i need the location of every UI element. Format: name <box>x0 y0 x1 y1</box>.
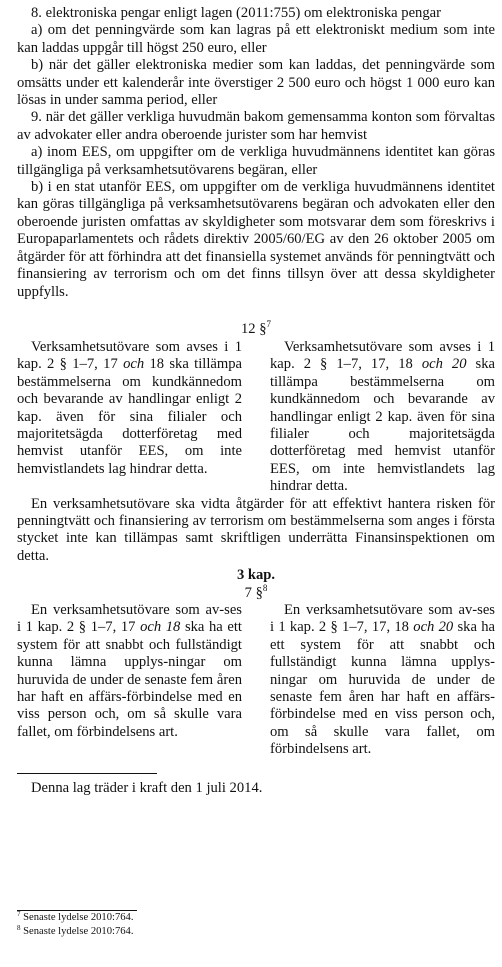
section-7-right-text: En verksamhetsutövare som av-ses i 1 kap. 2 § 1–7, 17, 18 och 20 ska ha ett system för att snabbt och fullständigt kunna lämna upplys-ningar om huruvida de under de senaste fem åren har haft en affärs-förbindelse med en viss person och, om så skulle vara fallet, om förbindelsens art. <box>270 602 495 758</box>
section-12-second-paragraph: En verksamhetsutövare ska vidta åtgärder för att effektivt hantera risken för penningtvätt och finansiering av terrorism om bestämmelserna som anges i första stycket inte kan tillämpas samt skriftligen underrätta Finansinspektionen om detta. <box>17 495 495 564</box>
chapter-3-heading: 3 kap. <box>236 567 276 584</box>
item-8a: a) om det penningvärde som kan lagras på ett elektroniskt medium som inte kan laddas uppgår till högst 250 euro, eller <box>17 22 495 56</box>
section-7-heading <box>17 582 495 602</box>
section-12-heading <box>17 318 495 339</box>
footnote-ref-8: 8 <box>262 582 268 593</box>
section-12-current-wording <box>17 339 242 496</box>
item-8: 8. elektroniska pengar enligt lagen (2011:755) om elektroniska pengar <box>31 5 441 21</box>
section-12-label: 12 § <box>240 320 267 337</box>
section-12-columns <box>17 339 495 496</box>
section-7-columns <box>17 602 495 759</box>
item-8b: b) när det gäller elektroniska medier som kan laddas, det penningvärde som omsätts under ett kalenderår inte överstiger 2 500 euro och högst 1 000 euro kan lösas in under samma period, eller <box>17 57 495 109</box>
item-9b: b) i en stat utanför EES, om uppgifter om de verkliga huvudmännens identitet kan göras tillgängliga på verksamhetsutövarens begäran och advokaten eller den oberoende juristen omfattas av skyldigheter som motsvarar dem som föreskrivs i Europaparlamentets och rådets direktiv 2005/60/EG av den 26 oktober 2005 om åtgärder för att förhindra att det finansiella systemet används för penningtvätt och finansiering av terrorism och om det finns tillsyn över att dessa skyldigheter uppfylls. <box>17 179 495 300</box>
section-12-right-text: Verksamhetsutövare som avses i 1 kap. 2 § 1–7, 17, 18 och 20 ska tillämpa bestämmelserna om kundkännedom och bevarande av handlingar enligt 2 kap. även för sina filialer och majoritetsägda dotterföretag med hemvist utanför EES, om inte hemvistlandets lag hindrar detta. <box>270 338 495 495</box>
footnote-8: $^8$ Senaste lydelse 2010:764. <box>17 923 134 937</box>
section-7-left-text: En verksamhetsutövare som av-ses i 1 kap. 2 § 1–7, 17 och 18 ska ha ett system för att snabbt och fullständigt kunna lämna upplys-ningar om huruvida de under de senaste fem åren har haft en affärs-förbindelse med en viss person och, om så skulle vara fallet, om förbindelsens art. <box>17 602 242 740</box>
section-7-label: 7 § <box>244 584 263 601</box>
item-9: 9. när det gäller verkliga huvudmän bakom gemensamma konton som förvaltas av advokater eller andra oberoende jurister som har hemvist <box>17 109 495 143</box>
footnotes <box>17 910 137 938</box>
section-7-current-wording <box>17 602 242 759</box>
document-page <box>17 5 495 797</box>
footnote-ref-7: 7 <box>266 318 272 329</box>
item-9a: a) inom EES, om uppgifter om de verkliga huvudmännens identitet kan göras tillgängliga på verksamhetsutövarens begäran, eller <box>17 144 495 178</box>
section-12-left-text: Verksamhetsutövare som avses i 1 kap. 2 § 1–7, 17 och 18 ska tillämpa bestämmelserna om kundkännedom och bevarande av handlingar enligt 2 kap. även för sina filialer och majoritetsägda dotterföretag med hemvist utanför EES, om inte hemvistlandets lag hindrar detta. <box>17 338 242 477</box>
closing-divider <box>17 773 157 774</box>
section-7-proposed-wording <box>270 602 495 759</box>
entry-into-force: Denna lag träder i kraft den 1 juli 2014. <box>31 779 263 796</box>
footnote-7: $^7$ Senaste lydelse 2010:764. <box>17 910 134 923</box>
section-12-proposed-wording <box>270 339 495 496</box>
